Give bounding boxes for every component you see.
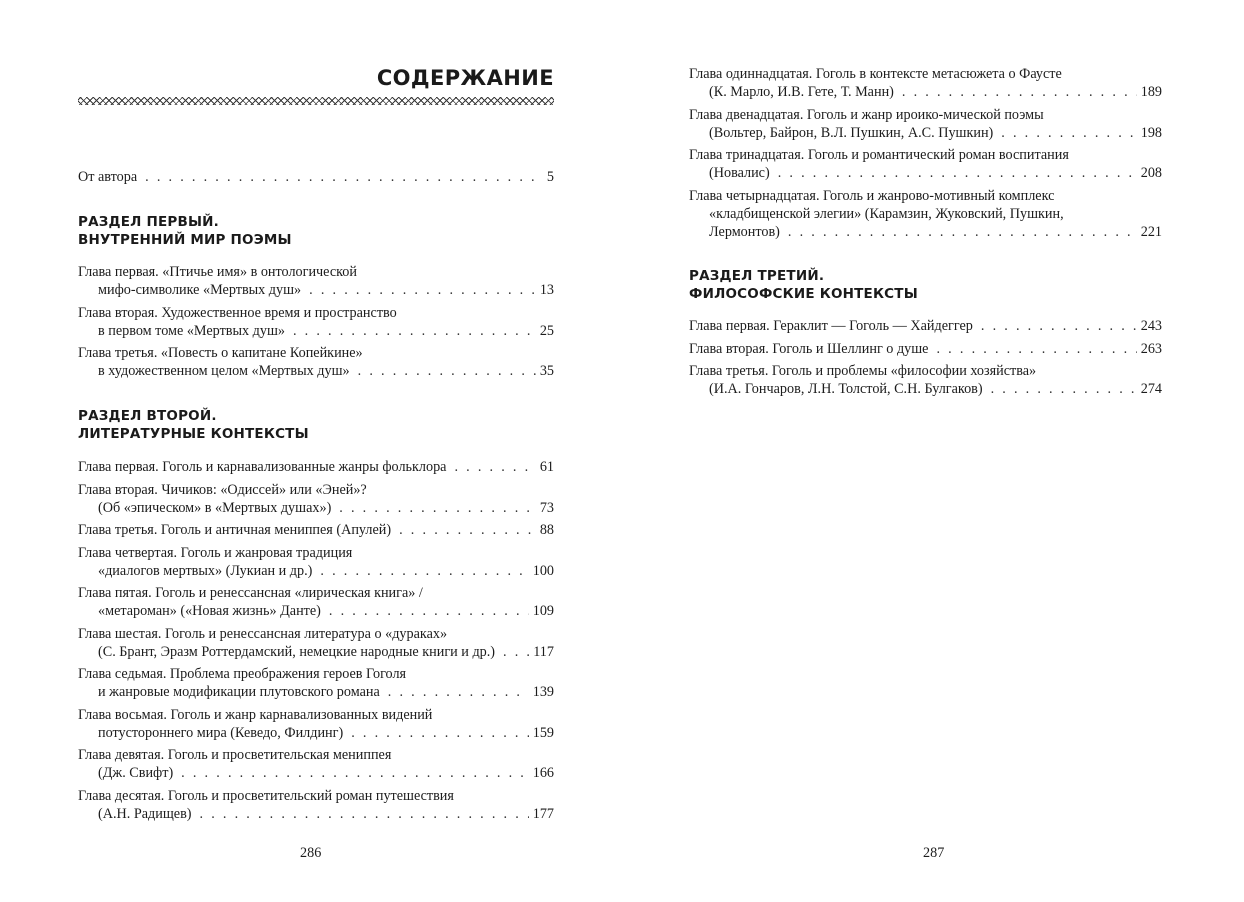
toc-entry-title: От автора <box>78 169 138 185</box>
toc-page-number: 166 <box>532 765 554 781</box>
dot-leader <box>936 340 1136 358</box>
toc-entry: Глава первая. «Птичье имя» в онтологической мифо-символике «Мертвых душ» . . . 13 <box>78 263 554 299</box>
dot-leader <box>454 458 535 476</box>
toc-page-number: 13 <box>539 282 554 298</box>
toc-page-number: 243 <box>1140 318 1162 334</box>
toc-entry: Глава пятая. Гоголь и ренессансная «лирическая книга» / «метароман» («Новая жизнь» Данте) . . . 109 <box>78 584 554 620</box>
dot-leader <box>200 805 529 823</box>
toc-page-number: 117 <box>533 643 554 660</box>
page-number: 286 <box>300 845 322 861</box>
toc-entry: Глава десятая. Гоголь и просветительский роман путешествия (А.Н. Радищев) . . . 177 <box>78 787 554 823</box>
right-page <box>689 0 1162 902</box>
toc-entry: Глава девятая. Гоголь и просветительская мениппея (Дж. Свифт) . . . 166 <box>78 746 554 782</box>
toc-entry: Глава третья. «Повесть о капитане Копейкине» в художественном целом «Мертвых душ» . . . 35 <box>78 344 554 380</box>
toc-entry: Глава третья. Гоголь и античная мениппея (Апулей) . . . 88 <box>78 521 554 539</box>
dot-leader <box>902 83 1137 101</box>
toc-page-number: 274 <box>1140 381 1162 397</box>
toc-page-number: 25 <box>539 322 554 339</box>
toc-page-number: 35 <box>539 363 554 379</box>
toc-entry: Глава восьмая. Гоголь и жанр карнавализованных видений потустороннего мира (Кеведо, Филдинг) . . . 159 <box>78 706 554 742</box>
dot-leader <box>320 562 528 580</box>
dot-leader <box>788 223 1137 241</box>
toc-page-number: 221 <box>1140 223 1162 240</box>
toc-page-number: 61 <box>539 459 554 475</box>
dot-leader <box>358 362 536 380</box>
toc-entry: Глава вторая. Чичиков: «Одиссей» или «Эней»? (Об «эпическом» в «Мертвых душах») . . . 73 <box>78 481 554 517</box>
toc-page-number: 208 <box>1140 165 1162 181</box>
page-title: СОДЕРЖАНИЕ <box>376 66 554 90</box>
dot-leader <box>981 317 1137 335</box>
dot-leader <box>388 683 529 701</box>
toc-entry: Глава двенадцатая. Гоголь и жанр ироико-мической поэмы (Вольтер, Байрон, В.Л. Пушкин, А.С. Пушкин) . . . 198 <box>689 106 1162 142</box>
toc-entry: Глава тринадцатая. Гоголь и романтический роман воспитания (Новалис) . . . 208 <box>689 146 1162 182</box>
toc-entry: Глава шестая. Гоголь и ренессансная литература о «дураках» (С. Брант, Эразм Роттердамский, немецкие народные книги и др.) . . . 117 <box>78 625 554 661</box>
toc-page-number: 139 <box>532 684 554 700</box>
dot-leader <box>309 281 536 299</box>
toc-foreword <box>78 168 554 191</box>
page-number: 287 <box>923 845 945 861</box>
toc-page-number: 109 <box>532 603 554 619</box>
section1-entries <box>78 263 554 385</box>
dot-leader <box>181 764 529 782</box>
toc-page-number: 88 <box>539 522 554 538</box>
toc-page-number: 100 <box>532 562 554 579</box>
toc-entry: Глава первая. Гераклит — Гоголь — Хайдеггер . . . 243 <box>689 317 1162 335</box>
dot-leader <box>778 164 1137 182</box>
section-heading: РАЗДЕЛ ПЕРВЫЙ. ВНУТРЕННИЙ МИР ПОЭМЫ <box>78 214 292 248</box>
dot-leader <box>991 380 1137 398</box>
toc-entry: Глава вторая. Гоголь и Шеллинг о душе . . . 263 <box>689 340 1162 358</box>
toc-page-number: 189 <box>1140 84 1162 100</box>
toc-page-number: 177 <box>532 805 554 822</box>
section-heading: РАЗДЕЛ ВТОРОЙ. ЛИТЕРАТУРНЫЕ КОНТЕКСТЫ <box>78 408 309 442</box>
toc-entry: Глава вторая. Художественное время и пространство в первом томе «Мертвых душ» . . . 25 <box>78 304 554 340</box>
toc-entry: Глава третья. Гоголь и проблемы «философии хозяйства» (И.А. Гончаров, Л.Н. Толстой, С.Н. Булгаков) . . . 274 <box>689 362 1162 398</box>
decorative-divider <box>78 97 554 105</box>
continued-entries <box>689 65 1162 245</box>
section3-entries <box>689 317 1162 403</box>
toc-page-number: 73 <box>539 499 554 516</box>
toc-entry: Глава четырнадцатая. Гоголь и жанрово-мотивный комплекс «кладбищенской элегии» (Карамзин, Жуковский, Пушкин, Лермонтов) . . . 221 <box>689 187 1162 241</box>
toc-page-number: 5 <box>546 169 554 185</box>
section-heading: РАЗДЕЛ ТРЕТИЙ. ФИЛОСОФСКИЕ КОНТЕКСТЫ <box>689 268 918 302</box>
dot-leader <box>145 168 536 186</box>
dot-leader <box>351 724 529 742</box>
dot-leader <box>293 322 536 340</box>
dot-leader <box>503 643 529 661</box>
dot-leader <box>399 521 536 539</box>
toc-page-number: 263 <box>1140 340 1162 357</box>
toc-page-number: 198 <box>1140 124 1162 141</box>
dot-leader <box>339 499 536 517</box>
toc-entry: Глава седьмая. Проблема преображения героев Гоголя и жанровые модификации плутовского романа . . . 139 <box>78 665 554 701</box>
toc-entry: Глава первая. Гоголь и карнавализованные жанры фольклора . . . 61 <box>78 458 554 476</box>
left-page <box>78 0 554 902</box>
toc-page-number: 159 <box>532 724 554 741</box>
toc-entry: Глава одиннадцатая. Гоголь в контексте метасюжета о Фаусте (К. Марло, И.В. Гете, Т. Манн) . . . 189 <box>689 65 1162 101</box>
dot-leader <box>1001 124 1136 142</box>
section2-entries <box>78 458 554 827</box>
toc-entry: Глава четвертая. Гоголь и жанровая традиция «диалогов мертвых» (Лукиан и др.) . . . 100 <box>78 544 554 580</box>
dot-leader <box>329 602 529 620</box>
